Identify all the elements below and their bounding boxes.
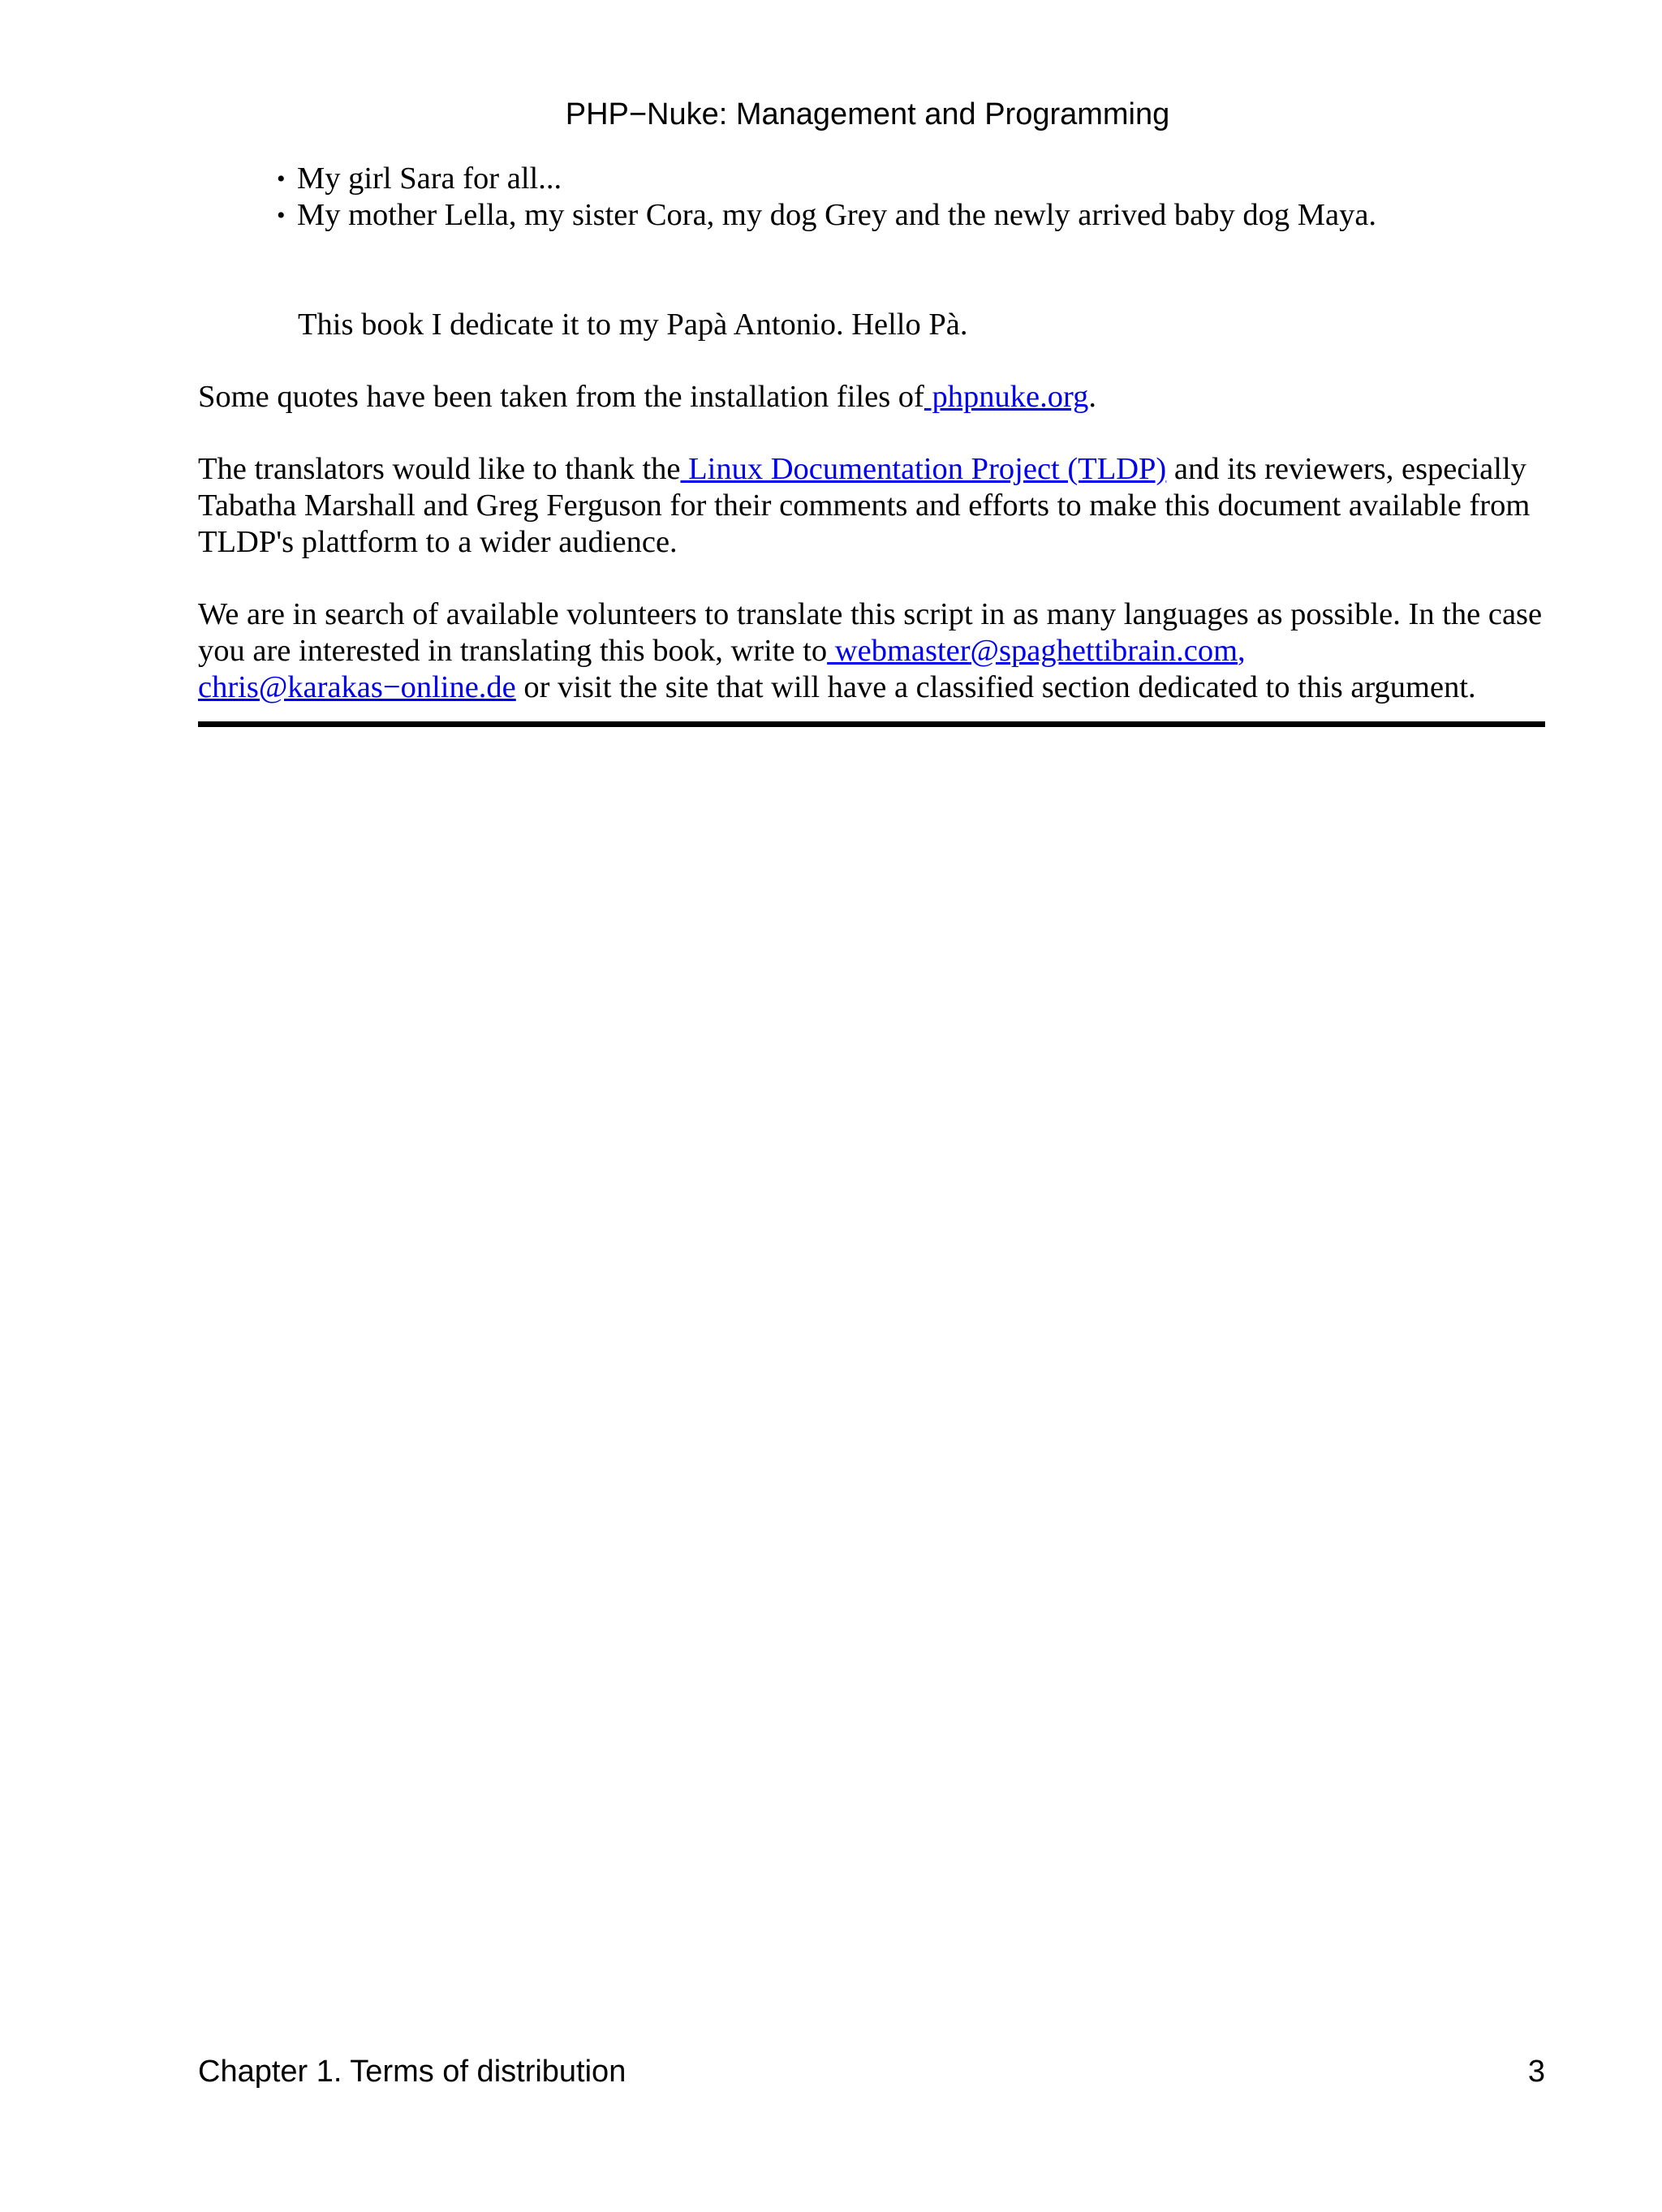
thanks-text-start: The translators would like to thank the — [198, 452, 681, 486]
list-item — [276, 197, 1376, 234]
tldp-link[interactable]: Linux Documentation Project (TLDP) — [680, 452, 1167, 486]
footer-chapter-title: Chapter 1. Terms of distribution — [198, 2055, 626, 2089]
bullet-icon: • — [277, 166, 286, 192]
list-item — [276, 161, 1376, 197]
quotes-period: . — [1088, 380, 1096, 414]
volunteers-text-start: We are in search of available volunteers to translate this script in as many languages as possible. In the case you are interested in translating this book, write to — [198, 597, 1543, 668]
list-item-text: My girl Sara for all... — [297, 161, 562, 196]
phpnuke-link[interactable]: phpnuke.org — [924, 380, 1089, 414]
dedication-text: This book I dedicate it to my Papà Antonio. Hello Pà. — [298, 308, 968, 342]
bullet-icon: • — [277, 202, 286, 229]
list-item-text: My mother Lella, my sister Cora, my dog Grey and the newly arrived baby dog Maya. — [297, 198, 1377, 232]
running-header: PHP−Nuke: Management and Programming — [565, 97, 1170, 131]
thanks-text-end: and its reviewers, especially Tabatha Marshall and Greg Ferguson for their comments and efforts to make this document available from TLDP's plattform to a wider audience. — [198, 452, 1531, 559]
thanks-paragraph — [198, 451, 1545, 561]
acknowledgement-list — [276, 161, 1376, 234]
webmaster-email-link[interactable]: webmaster@spaghettibrain.com — [827, 634, 1238, 668]
email-separator: , — [1238, 634, 1246, 668]
horizontal-rule — [198, 721, 1545, 727]
quotes-text: Some quotes have been taken from the installation files of — [198, 380, 924, 414]
page-number: 3 — [1527, 2055, 1545, 2089]
volunteers-paragraph — [198, 596, 1545, 706]
volunteers-text-end: or visit the site that will have a classified section dedicated to this argument. — [515, 670, 1476, 704]
quotes-paragraph — [198, 379, 1545, 415]
chris-email-link[interactable]: chris@karakas−online.de — [198, 670, 516, 704]
